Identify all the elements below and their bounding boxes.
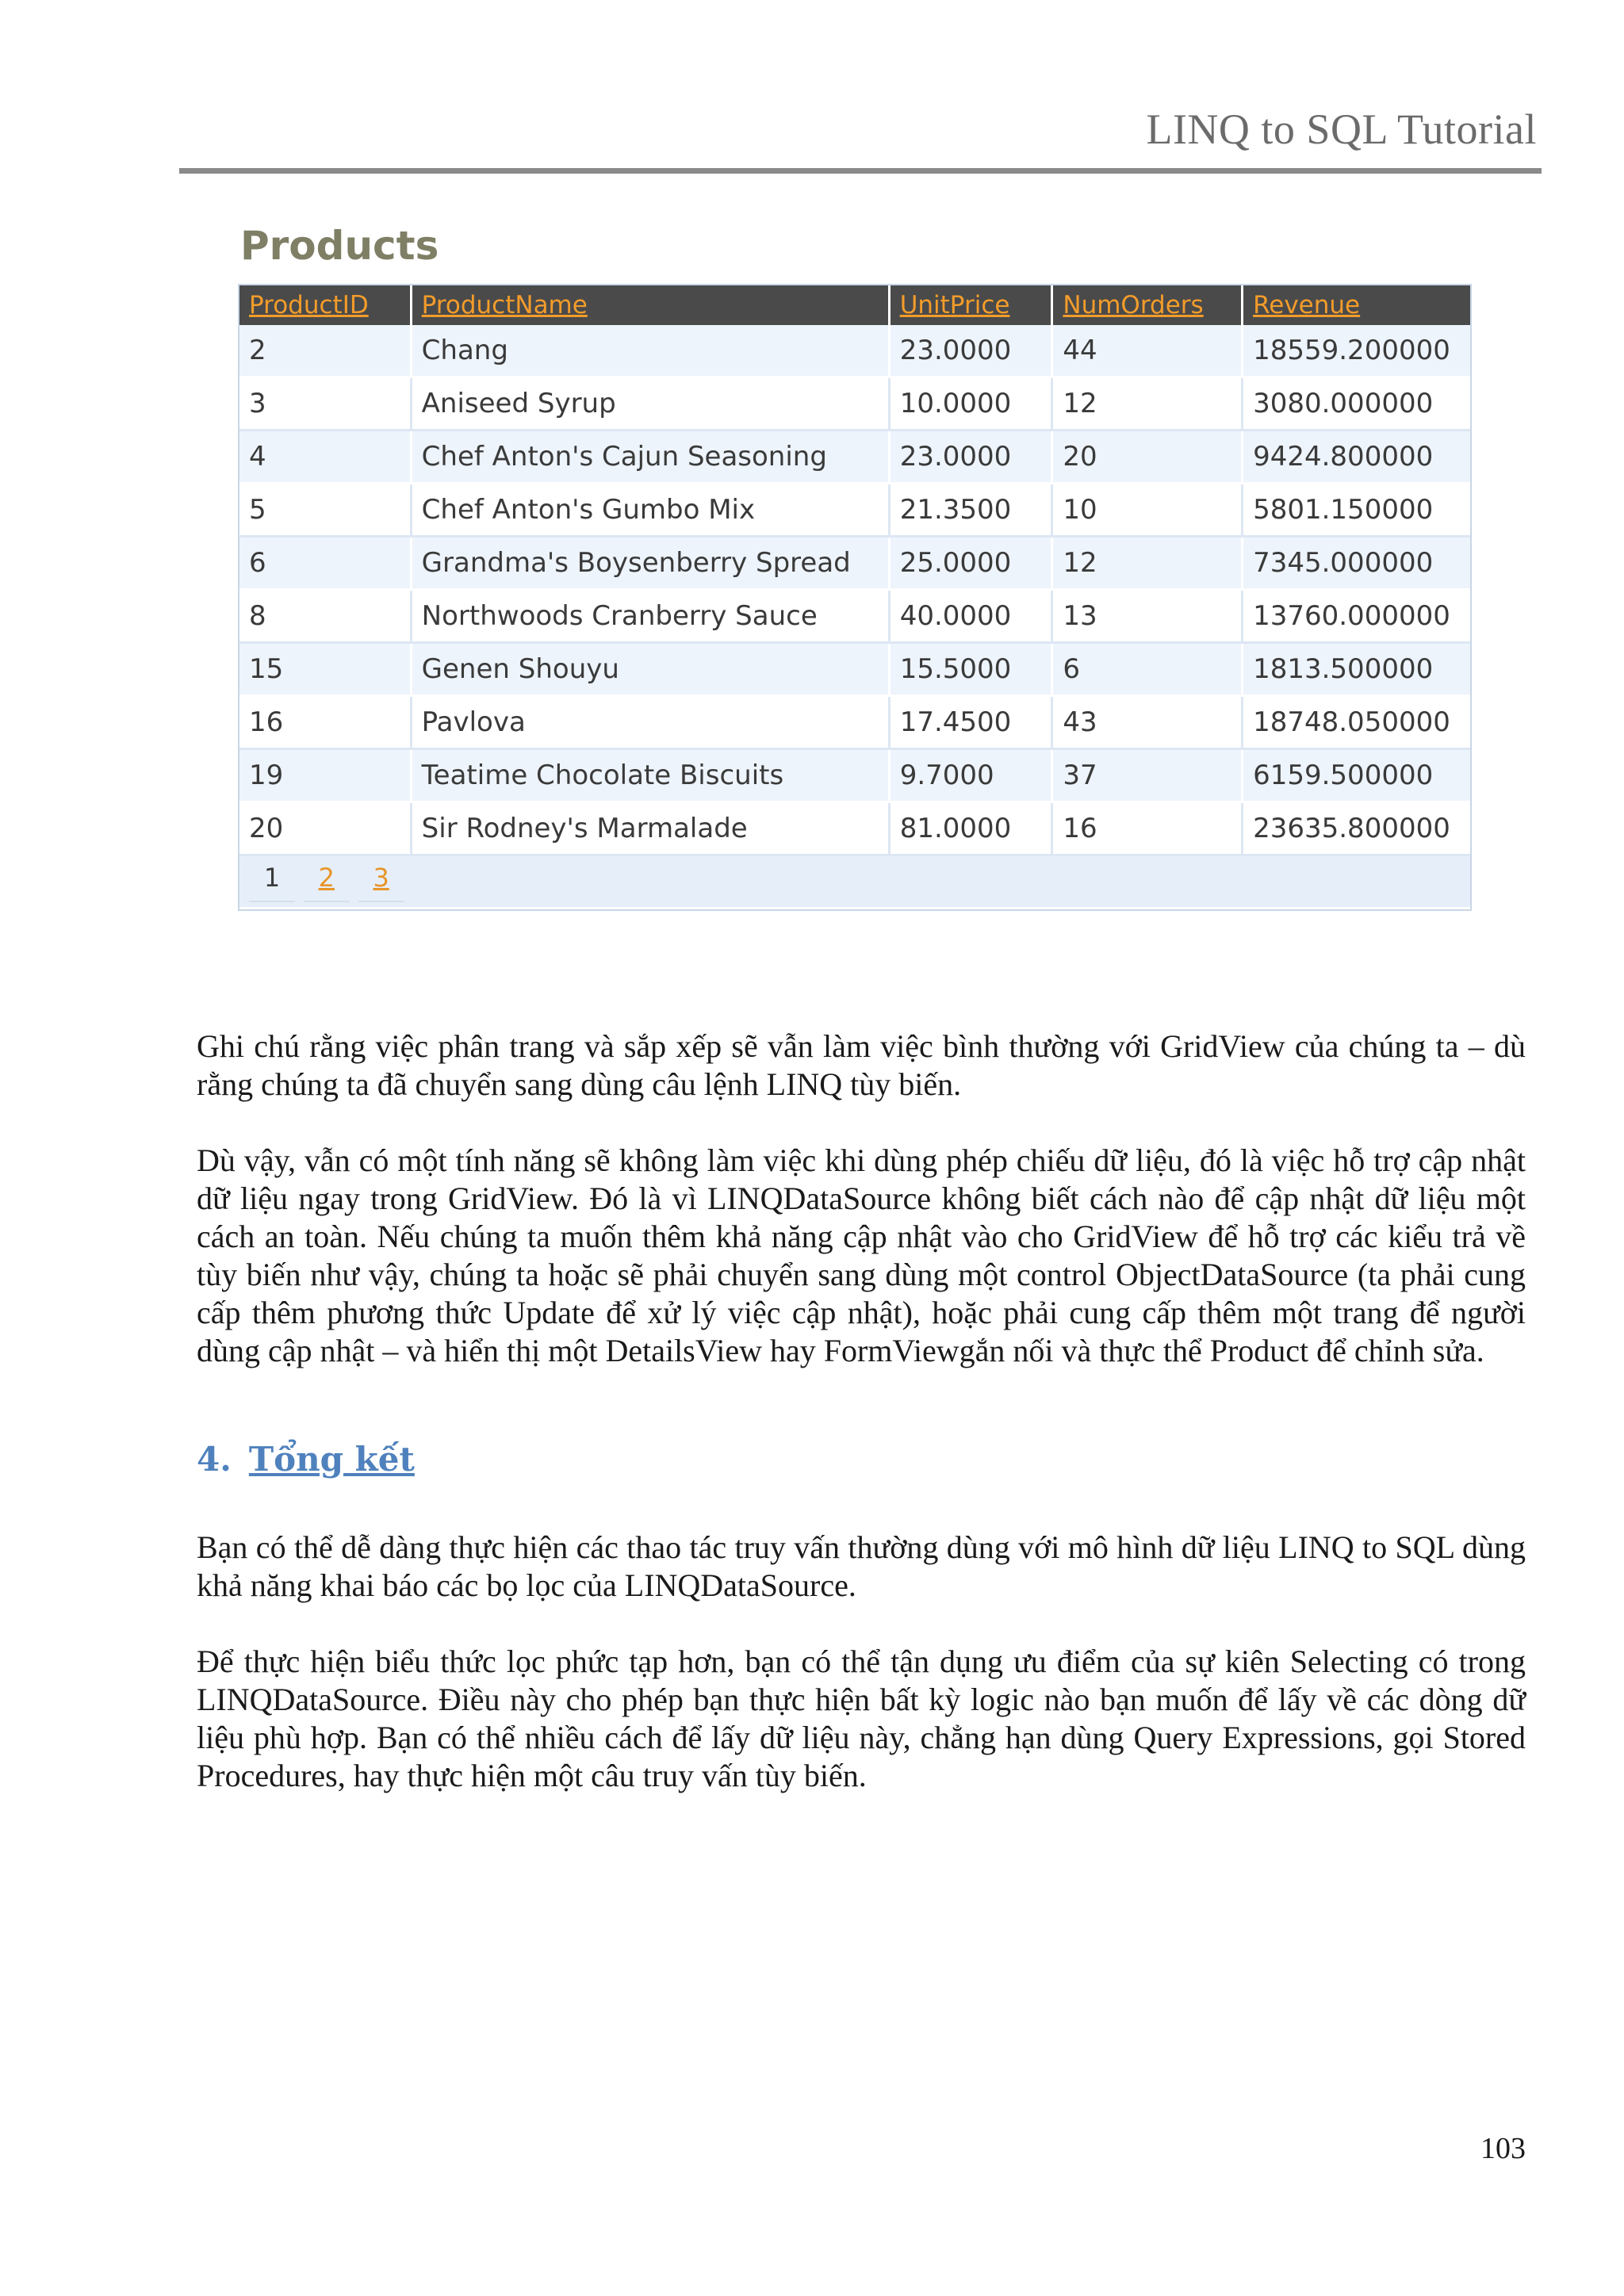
cell-numorders: 44: [1053, 325, 1243, 378]
products-table: [238, 284, 1472, 911]
cell-revenue: 3080.000000: [1243, 378, 1470, 431]
paragraph-summary-2: Để thực hiện biểu thức lọc phức tạp hơn, bạn có thể tận dụng ưu điểm của sự kiên Selecting có trong LINQDataSource. Điều này cho phép bạn thực hiện bất kỳ logic nào bạn muốn để lấy về các dòng dữ liệu phù hợp. Bạn có thể nhiều cách để lấy dữ liệu này, chẳng hạn dùng Query Expressions, gọi Stored Procedures, hay thực hiện một câu truy vấn tùy biến.: [197, 1644, 1526, 1793]
running-header: LINQ to SQL Tutorial: [1146, 105, 1537, 153]
table-row: [239, 378, 1470, 431]
column-header-unitprice[interactable]: UnitPrice: [891, 285, 1054, 325]
cell-unitprice: 17.4500: [891, 697, 1054, 750]
cell-numorders: 12: [1053, 538, 1243, 591]
table-header-row: [239, 285, 1470, 325]
table-row: [239, 591, 1470, 644]
cell-revenue: 23635.800000: [1243, 803, 1470, 856]
cell-productname: Northwoods Cranberry Sauce: [412, 591, 891, 644]
pager: [239, 856, 1470, 909]
section-title: Tổng kết: [248, 1440, 415, 1479]
cell-productid: 2: [239, 325, 412, 378]
table-row: [239, 325, 1470, 378]
grid-title: Products: [240, 223, 439, 269]
column-header-numorders[interactable]: NumOrders: [1053, 285, 1243, 325]
section-heading: [197, 1440, 415, 1479]
cell-productid: 6: [239, 538, 412, 591]
cell-numorders: 37: [1053, 750, 1243, 803]
paragraph-projection-limitation: Dù vậy, vẫn có một tính năng sẽ không làm việc khi dùng phép chiếu dữ liệu, đó là việc hỗ trợ cập nhật dữ liệu ngay trong GridView. Đó là vì LINQDataSource không biết cách nào để cập nhật dữ liệu một cách an toàn. Nếu chúng ta muốn thêm khả năng cập nhật vào cho GridView để hỗ trợ các kiểu trả về tùy biến như vậy, chúng ta hoặc sẽ phải chuyển sang dùng một control ObjectDataSource (ta phải cung cấp thêm phương thức Update để xử lý việc cập nhật), hoặc phải cung cấp thêm một trang để người dùng cập nhật – và hiển thị một DetailsView hay FormViewgắn nối và thực thể Product để chỉnh sửa.: [197, 1142, 1526, 1368]
cell-productid: 4: [239, 431, 412, 484]
cell-productname: Teatime Chocolate Biscuits: [412, 750, 891, 803]
cell-productid: 20: [239, 803, 412, 856]
cell-unitprice: 15.5000: [891, 644, 1054, 697]
cell-productname: Grandma's Boysenberry Spread: [412, 538, 891, 591]
cell-revenue: 1813.500000: [1243, 644, 1470, 697]
products-grid-screenshot: [238, 214, 1473, 911]
column-header-productname[interactable]: ProductName: [412, 285, 891, 325]
cell-numorders: 12: [1053, 378, 1243, 431]
cell-unitprice: 10.0000: [891, 378, 1054, 431]
paragraph-paging-note: Ghi chú rằng việc phân trang và sắp xếp sẽ vẫn làm việc bình thường với GridView của chúng ta – dù rằng chúng ta đã chuyển sang dùng câu lệnh LINQ tùy biến.: [197, 1028, 1526, 1102]
cell-revenue: 7345.000000: [1243, 538, 1470, 591]
cell-numorders: 16: [1053, 803, 1243, 856]
header-rule: [179, 168, 1542, 174]
cell-productname: Pavlova: [412, 697, 891, 750]
section-number: 4.: [197, 1440, 232, 1479]
cell-unitprice: 23.0000: [891, 431, 1054, 484]
table-row: [239, 750, 1470, 803]
cell-revenue: 13760.000000: [1243, 591, 1470, 644]
pager-link-page-3[interactable]: 3: [358, 863, 404, 902]
table-row: [239, 803, 1470, 856]
cell-numorders: 6: [1053, 644, 1243, 697]
cell-revenue: 18748.050000: [1243, 697, 1470, 750]
column-header-productid[interactable]: ProductID: [239, 285, 412, 325]
pager-link-page-2[interactable]: 2: [304, 863, 350, 902]
cell-productid: 19: [239, 750, 412, 803]
cell-productname: Genen Shouyu: [412, 644, 891, 697]
cell-productid: 3: [239, 378, 412, 431]
table-row: [239, 538, 1470, 591]
cell-productid: 8: [239, 591, 412, 644]
pager-current-page: 1: [249, 863, 295, 902]
cell-unitprice: 40.0000: [891, 591, 1054, 644]
cell-numorders: 13: [1053, 591, 1243, 644]
cell-productid: 16: [239, 697, 412, 750]
cell-productname: Aniseed Syrup: [412, 378, 891, 431]
cell-productname: Chang: [412, 325, 891, 378]
cell-unitprice: 9.7000: [891, 750, 1054, 803]
pager-links: [249, 862, 1461, 902]
paragraph-summary-1: Bạn có thể dễ dàng thực hiện các thao tác truy vấn thường dùng với mô hình dữ liệu LINQ to SQL dùng khả năng khai báo các bọ lọc của LINQDataSource.: [197, 1529, 1526, 1603]
cell-productname: Sir Rodney's Marmalade: [412, 803, 891, 856]
cell-numorders: 43: [1053, 697, 1243, 750]
cell-unitprice: 81.0000: [891, 803, 1054, 856]
cell-productname: Chef Anton's Gumbo Mix: [412, 484, 891, 538]
cell-revenue: 9424.800000: [1243, 431, 1470, 484]
cell-productid: 5: [239, 484, 412, 538]
cell-revenue: 5801.150000: [1243, 484, 1470, 538]
table-row: [239, 431, 1470, 484]
cell-revenue: 6159.500000: [1243, 750, 1470, 803]
pager-row: [239, 856, 1470, 909]
cell-productname: Chef Anton's Cajun Seasoning: [412, 431, 891, 484]
cell-productid: 15: [239, 644, 412, 697]
column-header-revenue[interactable]: Revenue: [1243, 285, 1470, 325]
table-row: [239, 644, 1470, 697]
cell-numorders: 20: [1053, 431, 1243, 484]
table-row: [239, 697, 1470, 750]
page-number: 103: [1480, 2132, 1526, 2165]
cell-numorders: 10: [1053, 484, 1243, 538]
cell-unitprice: 25.0000: [891, 538, 1054, 591]
cell-unitprice: 23.0000: [891, 325, 1054, 378]
cell-revenue: 18559.200000: [1243, 325, 1470, 378]
table-row: [239, 484, 1470, 538]
cell-unitprice: 21.3500: [891, 484, 1054, 538]
